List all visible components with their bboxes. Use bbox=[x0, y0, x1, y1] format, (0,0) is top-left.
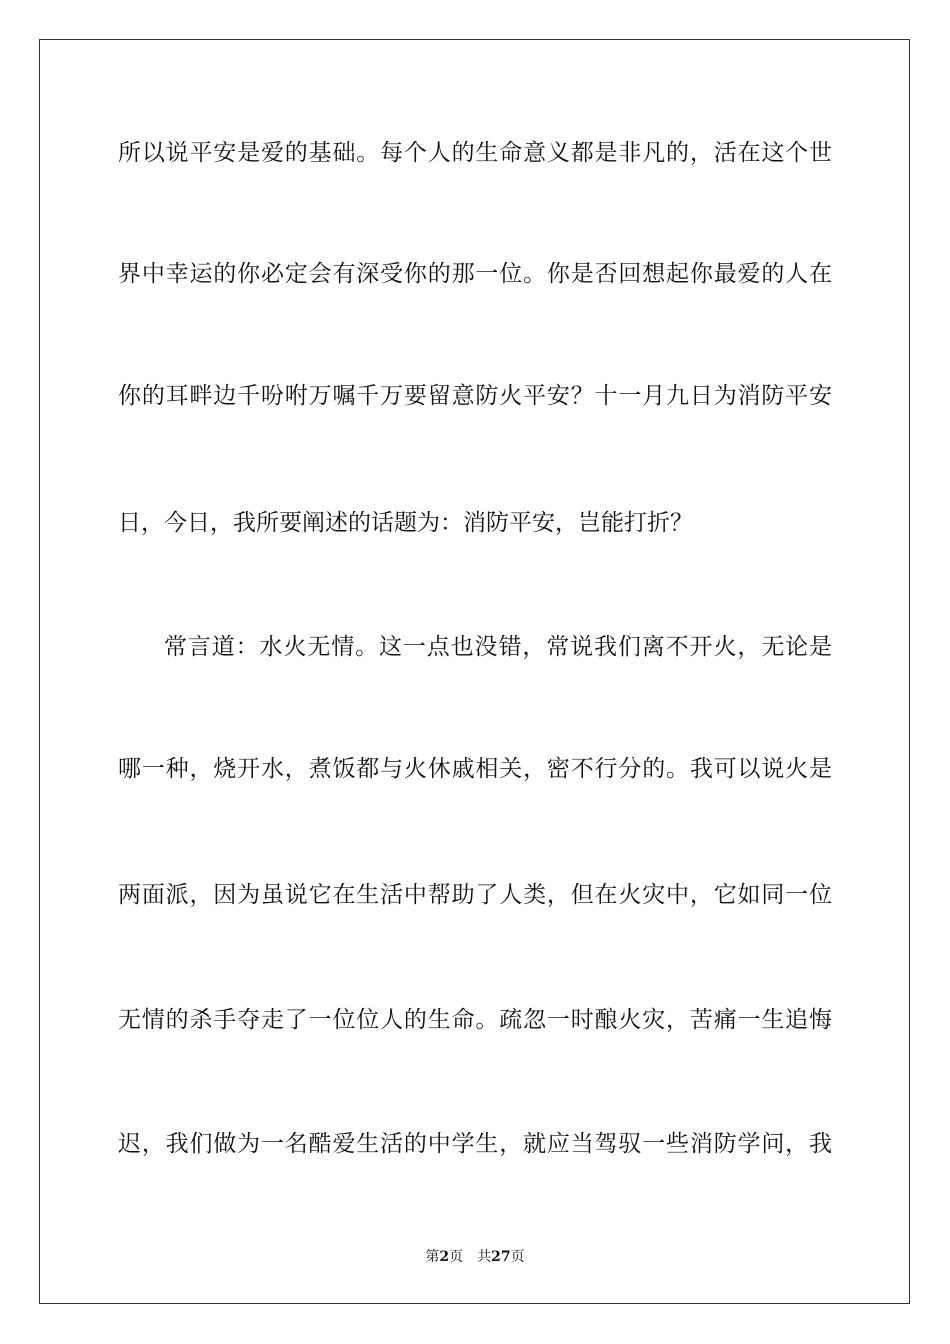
text-line: 界中幸运的你必定会有深受你的那一位。你是否回想起你最爱的人在 bbox=[118, 261, 832, 287]
text-line: 迟，我们做为一名酷爱生活的中学生，就应当驾驭一些消防学问，我 bbox=[118, 1131, 832, 1157]
text-line: 所以说平安是爱的基础。每个人的生命意义都是非凡的，活在这个世 bbox=[118, 140, 832, 166]
text-line: 你的耳畔边千吩咐万嘱千万要留意防火平安？十一月九日为消防平安 bbox=[118, 383, 832, 409]
text-line: 两面派，因为虽说它在生活中帮助了人类，但在火灾中，它如同一位 bbox=[118, 882, 832, 908]
total-suffix: 页 bbox=[510, 1249, 525, 1265]
page-suffix: 页 bbox=[449, 1249, 464, 1265]
page-footer bbox=[0, 1246, 950, 1266]
page-frame bbox=[39, 39, 910, 1304]
paragraph-first-line: 常言道：水火无情。这一点也没错，常说我们离不开火，无论是 bbox=[164, 634, 832, 660]
current-page-number: 2 bbox=[439, 1249, 450, 1265]
total-pages-number: 27 bbox=[491, 1249, 511, 1265]
text-line: 无情的杀手夺走了一位位人的生命。疏忽一时酿火灾，苦痛一生追悔 bbox=[118, 1007, 832, 1033]
page-prefix: 第 bbox=[425, 1249, 440, 1265]
total-prefix: 共 bbox=[477, 1249, 492, 1265]
text-line: 日，今日，我所要阐述的话题为：消防平安，岂能打折？ bbox=[118, 510, 693, 536]
text-line: 哪一种，烧开水，煮饭都与火休戚相关，密不行分的。我可以说火是 bbox=[118, 756, 832, 782]
